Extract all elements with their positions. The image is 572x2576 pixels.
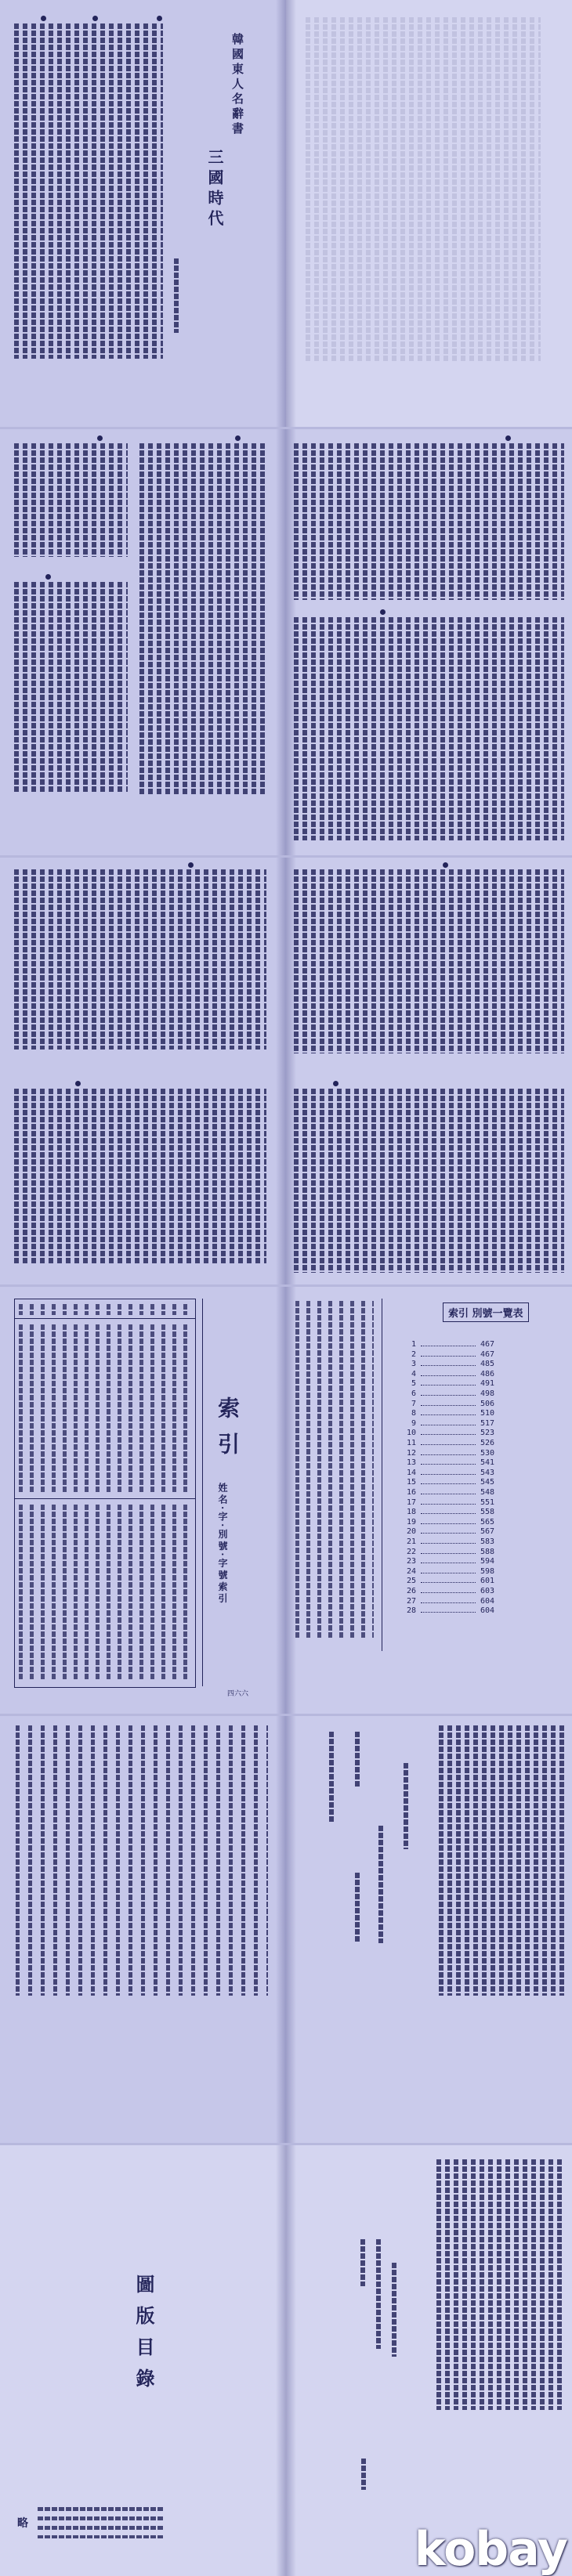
text-column (376, 2239, 382, 2349)
stroke-count: 27 (406, 1596, 416, 1606)
stroke-count: 19 (406, 1517, 416, 1526)
book-spread-4-index (0, 1287, 572, 1714)
book-title: 韓國東人名辭書 (230, 33, 244, 137)
page-ref: 530 (480, 1448, 495, 1458)
stroke-count: 15 (406, 1478, 416, 1487)
index-title: 索引 (215, 1396, 241, 1469)
stroke-count: 22 (406, 1547, 416, 1556)
page-ref: 551 (480, 1498, 495, 1507)
text-column (404, 1763, 410, 1849)
table-rule (14, 1498, 195, 1499)
page-ref: 604 (480, 1606, 495, 1616)
stroke-count: 12 (406, 1448, 416, 1458)
page-ref: 603 (480, 1587, 495, 1595)
section-title: 三國時代 (205, 149, 224, 230)
text-column (355, 1732, 361, 1787)
left-page (0, 858, 286, 1284)
page-ref: 588 (480, 1547, 495, 1556)
index-row (402, 1350, 520, 1360)
stroke-count: 6 (411, 1389, 416, 1398)
entry-bullet (75, 1081, 81, 1086)
index-row (402, 1429, 520, 1438)
dot-leader (421, 1464, 476, 1465)
dot-leader (421, 1553, 476, 1554)
right-page (286, 429, 572, 855)
page-ref: 583 (480, 1537, 495, 1546)
index-row (402, 1340, 520, 1349)
body-text-block (14, 1089, 266, 1265)
kobay-watermark: kobay (414, 2522, 567, 2576)
entry-bullet (443, 862, 448, 868)
dot-leader (421, 1444, 476, 1445)
dot-leader (421, 1365, 476, 1366)
profile-text (38, 2507, 163, 2538)
dot-leader (421, 1474, 476, 1475)
index-row (402, 1478, 520, 1487)
body-text-block (294, 443, 564, 600)
right-page (286, 1716, 572, 2143)
book-spread-1 (0, 0, 572, 427)
dot-leader (421, 1602, 476, 1603)
stroke-count: 21 (406, 1537, 416, 1546)
left-page (0, 1287, 286, 1714)
right-page (286, 1287, 572, 1714)
index-row (402, 1606, 520, 1616)
index-row (402, 1449, 520, 1458)
title-column (329, 1732, 335, 1822)
page-ref: 543 (480, 1468, 495, 1477)
dot-leader (421, 1612, 476, 1613)
stroke-count: 7 (411, 1399, 416, 1408)
dot-leader (421, 1385, 476, 1386)
show-through-text (306, 17, 541, 362)
index-subtitle: 姓名·字·別號·字號索引 (217, 1483, 228, 1606)
index-entries (19, 1505, 191, 1681)
dot-leader (421, 1414, 476, 1415)
dot-leader (421, 1454, 476, 1455)
table-title: 索引 別號一覽表 (443, 1302, 529, 1322)
dot-leader (421, 1513, 476, 1514)
index-row (402, 1508, 520, 1517)
index-bracket-entries (295, 1301, 374, 1638)
page-ref: 594 (480, 1557, 495, 1566)
plates-title: 圖版目錄 (132, 2274, 155, 2400)
index-row (402, 1379, 520, 1389)
right-page (286, 0, 572, 427)
index-row (402, 1548, 520, 1557)
index-row (402, 1488, 520, 1498)
text-column (378, 1826, 385, 1943)
entry-bullet (92, 16, 98, 21)
left-page (0, 1716, 286, 2143)
text-column (355, 1873, 361, 1943)
stroke-count: 24 (406, 1566, 416, 1576)
body-text-block (14, 582, 128, 793)
page-ref: 598 (480, 1566, 495, 1576)
right-page (286, 858, 572, 1284)
entry-bullet (97, 435, 103, 441)
dot-leader (421, 1504, 476, 1505)
stroke-count: 5 (411, 1379, 416, 1389)
dot-leader (421, 1483, 476, 1484)
book-spread-6 (0, 2145, 572, 2576)
page-ref: 601 (480, 1577, 495, 1586)
left-page (0, 429, 286, 855)
right-page (286, 2145, 572, 2576)
stroke-count: 8 (411, 1409, 416, 1418)
page-ref: 517 (480, 1418, 495, 1428)
index-row (402, 1400, 520, 1409)
stroke-count: 4 (411, 1369, 416, 1378)
index-row (402, 1458, 520, 1468)
index-row (402, 1389, 520, 1399)
body-text-block (14, 869, 266, 1050)
index-row (402, 1498, 520, 1508)
page-ref: 485 (480, 1360, 495, 1369)
page-ref: 548 (480, 1488, 495, 1497)
entry-bullet (380, 609, 386, 615)
index-row (402, 1537, 520, 1547)
dot-leader (421, 1434, 476, 1435)
page-ref: 486 (480, 1369, 495, 1378)
stroke-count: 20 (406, 1527, 416, 1537)
page-ref: 510 (480, 1409, 495, 1418)
page-ref: 567 (480, 1527, 495, 1537)
stroke-count: 26 (406, 1587, 416, 1595)
body-text-block (16, 1725, 268, 1996)
index-row (402, 1597, 520, 1606)
text-column (392, 2263, 398, 2357)
index-row (402, 1419, 520, 1429)
index-row (402, 1518, 520, 1527)
page-ref: 558 (480, 1508, 495, 1517)
body-text-block (294, 617, 564, 840)
stroke-count: 14 (406, 1468, 416, 1477)
dot-leader (421, 1582, 476, 1583)
entry-bullet (505, 435, 511, 441)
page-ref: 526 (480, 1439, 495, 1447)
left-page (0, 2145, 286, 2576)
dot-leader (421, 1533, 476, 1534)
index-row (402, 1557, 520, 1566)
body-text-block (439, 1725, 564, 1996)
index-row (402, 1577, 520, 1586)
author-line (174, 258, 179, 333)
body-text-block (14, 443, 128, 557)
index-header-brackets (19, 1304, 191, 1315)
page-ref: 467 (480, 1340, 495, 1349)
text-column (360, 2239, 367, 2286)
page-ref: 491 (480, 1379, 495, 1389)
dot-leader (421, 1405, 476, 1406)
body-text-block (436, 2159, 566, 2410)
entry-bullet (157, 16, 162, 21)
page-ref: 467 (480, 1349, 495, 1359)
page-ref: 498 (480, 1389, 495, 1398)
dot-leader (421, 1375, 476, 1376)
entry-bullet (41, 16, 46, 21)
book-spread-5 (0, 1716, 572, 2143)
body-text-block (294, 1089, 564, 1273)
stroke-count: 23 (406, 1557, 416, 1566)
entry-bullet (45, 574, 51, 580)
stroke-count: 16 (406, 1488, 416, 1497)
dot-leader (421, 1543, 476, 1544)
index-row (402, 1409, 520, 1418)
dot-leader (421, 1523, 476, 1524)
stroke-page-list (402, 1340, 527, 1622)
stroke-count: 10 (406, 1429, 416, 1438)
index-row (402, 1527, 520, 1537)
stroke-count: 25 (406, 1577, 416, 1586)
stroke-count: 3 (411, 1360, 416, 1369)
title-divider (202, 1299, 203, 1686)
stroke-count: 9 (411, 1418, 416, 1428)
page-ref: 506 (480, 1399, 495, 1408)
body-text-block (294, 869, 564, 1053)
stroke-count: 2 (411, 1349, 416, 1359)
index-row (402, 1587, 520, 1596)
stroke-count: 1 (411, 1340, 416, 1349)
body-text-block (14, 23, 163, 359)
stroke-count: 11 (406, 1439, 416, 1447)
book-spread-2 (0, 429, 572, 855)
stroke-count: 13 (406, 1458, 416, 1468)
body-text-block (139, 443, 266, 796)
index-row (402, 1370, 520, 1379)
index-row (402, 1360, 520, 1369)
entry-bullet (333, 1081, 338, 1086)
stroke-count: 18 (406, 1508, 416, 1517)
publisher-column (361, 2459, 367, 2490)
stroke-count: 17 (406, 1498, 416, 1507)
table-rule (14, 1318, 195, 1319)
profile-mark: 略 (17, 2517, 28, 2530)
page-ref: 541 (480, 1458, 495, 1468)
entry-bullet (188, 862, 194, 868)
book-spread-3 (0, 858, 572, 1284)
page-number: 四六六 (227, 1690, 249, 1698)
page-ref: 523 (480, 1429, 495, 1438)
page-ref: 565 (480, 1517, 495, 1526)
index-row (402, 1469, 520, 1478)
index-row (402, 1439, 520, 1448)
dot-leader (421, 1395, 476, 1396)
stroke-count: 28 (406, 1606, 416, 1616)
dot-leader (421, 1356, 476, 1357)
dot-leader (421, 1592, 476, 1593)
index-row (402, 1567, 520, 1577)
page-ref: 604 (480, 1596, 495, 1606)
left-page (0, 0, 286, 427)
index-entries (19, 1324, 191, 1493)
entry-bullet (235, 435, 241, 441)
page-ref: 545 (480, 1478, 495, 1487)
